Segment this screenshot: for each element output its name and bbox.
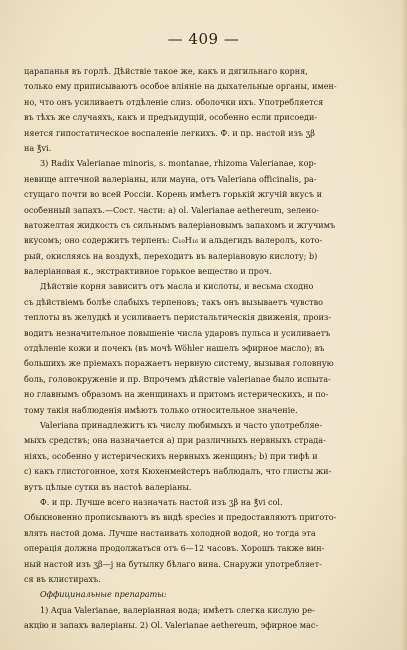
text-line: водитъ незначительное повышеніе числа ударовъ пульса и усиливаетъ — [24, 327, 331, 338]
text-line: вутъ цѣлые сутки въ настоѣ валеріаны. — [24, 481, 192, 492]
text-line: няется гипостатическое воспаленіе легкихъ. Ф. и пр. настой изъ ʒβ — [24, 127, 315, 138]
text-line: только ему приписываютъ особое вліяніе на дыхательные органы, имен- — [24, 81, 337, 92]
text-line: валеріановая к., экстрактивное горькое вещество и проч. — [24, 266, 272, 277]
text-line: операція должна продолжаться отъ 6—12 часовъ. Хорошъ также вин- — [24, 543, 325, 554]
text-line: но главнымъ образомъ на женщинахъ и притомъ истерическихъ, и по- — [24, 389, 329, 400]
text-line: влять настой дома. Лучше настаивать холодной водой, но тогда эта — [24, 527, 316, 538]
text-line: стущаго почти во всей Россіи. Корень имѣетъ горькій жгучій вкусъ и — [24, 189, 322, 200]
text-line: царапанья въ горлѣ. Дѣйствіе такое же, какъ и дягильнаго корня, — [24, 66, 308, 76]
text-line: Обыкновенно прописываютъ въ видѣ species и предоставляютъ пригото- — [24, 512, 337, 523]
text-line: ніяхъ, особенно у истерическихъ нервныхъ женщинъ; b) при тифѣ и — [24, 450, 318, 461]
text-line: особенный запахъ.—Сост. части: a) ol. Valerianae aethereum, зелено- — [24, 204, 319, 215]
text-line: боль, головокруженіе и пр. Впрочемъ дѣйствіе valerianae было испыта- — [24, 373, 331, 384]
text-line: 1) Aqua Valerianae, валеріанная вода; имѣетъ слегка кислую ре- — [40, 604, 315, 615]
text-line: но, что онъ усиливаетъ отдѣленіе слиз. оболочки ихъ. Употребляется — [24, 96, 324, 107]
text-line: Дѣйствіе корня зависитъ отъ масла и кислоты, и весьма сходно — [40, 281, 314, 292]
text-line: Ф. и пр. Лучше всего назначать настой изъ ʒβ на ℥vi col. — [40, 496, 283, 507]
page-edge-shadow — [401, 0, 407, 650]
text-line: вкусомъ; оно содержитъ терпенъ: C₁₀H₁₆ и альдегидъ валеролъ, кото- — [24, 235, 323, 246]
text-line: тому такія наблюденія имѣютъ только относительное значеніе. — [24, 404, 298, 415]
text-line: съ дѣйствіемъ болѣе слабыхъ терпеновъ; такъ онъ вызываетъ чувство — [24, 296, 324, 307]
text-line: 3) Radix Valerianae minoris, s. montanae, rhizoma Valerianae, кор- — [40, 158, 317, 169]
page-number: — 409 — — [167, 30, 240, 48]
page-text — [24, 64, 384, 633]
text-line: большихъ же пріемахъ поражаетъ нервную систему, вызывая головную — [24, 358, 334, 369]
text-line: на ℥vi. — [24, 142, 52, 153]
text-line: отдѣленіе кожи и почекъ (въ мочѣ Wöhler нашелъ эфирное масло); въ — [24, 343, 325, 354]
section-heading: Оффицинальные препараты: — [40, 589, 167, 600]
text-line: въ тѣхъ же случаяхъ, какъ и предъидущій, особенно если присоеди- — [24, 112, 318, 123]
text-line: мыхъ средствъ; она назначается a) при различныхъ нервныхъ страда- — [24, 435, 326, 446]
text-line: теплоты въ желудкѣ и усиливаетъ перистальтическія движенія, произ- — [24, 312, 332, 323]
text-line: рый, окисляясь на воздухѣ, переходитъ въ валеріановую кислоту; b) — [24, 250, 318, 261]
text-line: Valeriana принадлежитъ къ числу любимыхъ и часто употребляе- — [40, 419, 323, 430]
text-line: c) какъ глистогонное, хотя Кюхенмейстеръ наблюдалъ, что глисты жи- — [24, 466, 332, 477]
text-line: акцію и запахъ валеріаны. 2) Ol. Valerianae aethereum, эфирное мас- — [24, 620, 319, 631]
text-line: ный настой изъ ʒβ—j на бутылку бѣлаго вина. Снаружи употребляет- — [24, 558, 322, 569]
text-line: ватожелтая жидкость съ сильнымъ валеріановымъ запахомъ и жгучимъ — [24, 219, 336, 230]
text-line: невище аптечной валеріаны, или мауна, отъ Valeriana officinalis, ра- — [24, 173, 317, 184]
text-line: ся въ клистирахъ. — [24, 573, 101, 584]
